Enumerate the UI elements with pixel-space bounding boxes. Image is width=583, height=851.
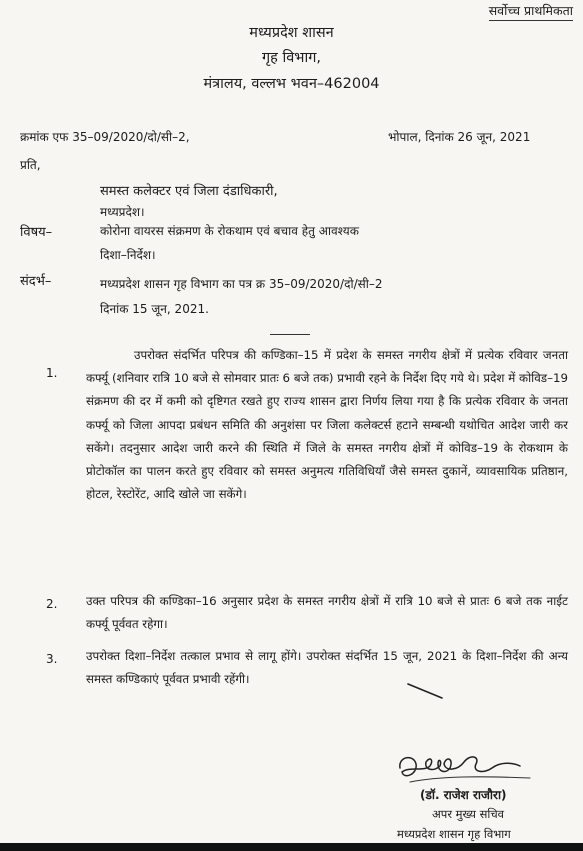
subject-line-2: दिशा–निर्देश। [100,248,156,262]
addressee-line-1: समस्त कलेक्टर एवं जिला दंडाधिकारी, [100,184,278,199]
paragraph-3-text: उपरोक्त दिशा–निर्देश तत्काल प्रभाव से लागू होंगे। उपरोक्त संदर्भित 15 जून, 2021 के दिशा–निर्देश की अन्य समस्त कण्डिकाएं पूर्ववत प्रभावी रहेंगी। [86,649,568,687]
letterhead-line-1: मध्यप्रदेश शासन [249,25,334,41]
signatory-name: (डॉ. राजेश राजौरा) [420,788,507,802]
place-date: भोपाल, दिनांक 26 जून, 2021 [388,130,531,144]
letterhead-line-3: मंत्रालय, वल्लभ भवन–462004 [203,76,380,92]
reference-number: क्रमांक एफ 35–09/2020/दो/सी–2, [20,130,190,144]
paragraph-2-text: उक्त परिपत्र की कण्डिका–16 अनुसार प्रदेश के समस्त नगरीय क्षेत्रों में रात्रि 10 बजे से प्रातः 6 बजे तक नाईट कर्फ्यू पूर्ववत रहेगा। [86,594,568,632]
subject-label: विषय– [20,225,53,240]
reference-line-2: दिनांक 15 जून, 2021. [100,302,209,316]
signatory-designation: अपर मुख्य सचिव [432,807,505,821]
paragraph-number: 2. [46,597,58,611]
paragraph-number: 3. [46,652,58,666]
signature-scribble [380,676,550,796]
priority-mark: सर्वोच्च प्राथमिकता [488,3,573,18]
subject-line-1: कोरोना वायरस संक्रमण के रोकथाम एवं बचाव हेतु आवश्यक [100,224,359,238]
paragraph-number: 1. [46,366,58,380]
reference-label: संदर्भ– [20,274,52,289]
bottom-border [0,843,583,851]
letterhead-line-2: गृह विभाग, [261,50,321,66]
salutation-to: प्रति, [20,158,41,172]
addressee-line-2: मध्यप्रदेश। [100,205,145,219]
reference-line-1: मध्यप्रदेश शासन गृह विभाग का पत्र क्र 35–09/2020/दो/सी–2 [100,277,383,291]
paragraph-1-text: उपरोक्त संदर्भित परिपत्र की कण्डिका–15 में प्रदेश के समस्त नगरीय क्षेत्रों में प्रत्येक रविवार जनता कर्फ्यू (शनिवार रात्रि 10 बजे से सोमवार प्रातः 6 बजे तक) प्रभावी रहने के निर्देश दिए गये थे। प्रदेश में कोविड–19 संक्रमण की दर में कमी को दृष्टिगत रखते हुए राज्य शासन द्वारा निर्णय लिया गया है कि प्रत्येक रविवार के जनता कर्फ्यू को जिला आपदा प्रबंधन समिति की अनुशंसा पर जिला कलेक्टर्स हटाने सम्बन्धी यथोचित आदेश जारी कर सकेंगे। तदनुसार आदेश जारी करने की स्थिति में जिले के समस्त नगरीय क्षेत्रों में कोविड–19 के रोकथाम के प्रोटोकॉल का पालन करते हुए रविवार को समस्त अनुमत्य गतिविधियाँ जैसे समस्त दुकानें, व्यावसायिक प्रतिष्ठान, होटल, रेस्टोरेंट, आदि खोले जा सकेंगे। [86,348,568,502]
signatory-office: मध्यप्रदेश शासन गृह विभाग [397,827,511,841]
section-divider [270,334,310,335]
